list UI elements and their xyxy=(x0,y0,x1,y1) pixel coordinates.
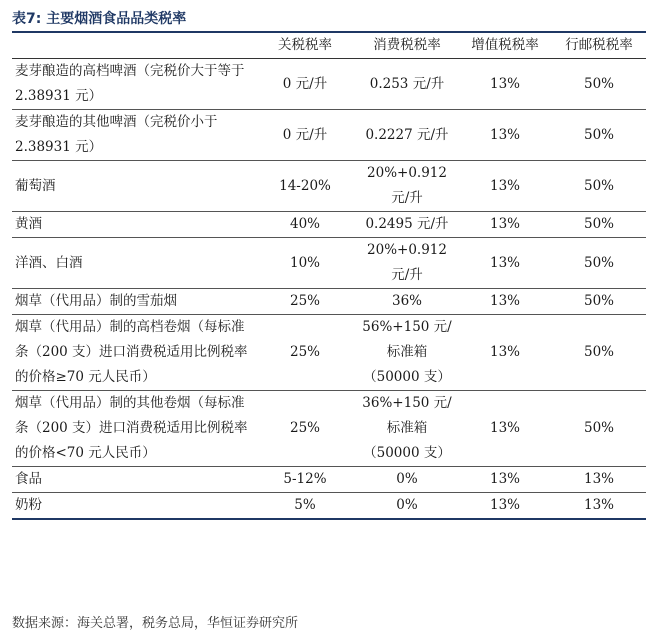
vat-cell: 13% xyxy=(458,493,552,520)
postal-cell: 50% xyxy=(552,59,646,110)
consumption-cell: 36%+150 元/标准箱（50000 支） xyxy=(356,391,458,467)
tariff-cell: 0 元/升 xyxy=(254,110,356,161)
consumption-cell: 56%+150 元/标准箱（50000 支） xyxy=(356,315,458,391)
table-row xyxy=(12,289,646,315)
postal-cell: 50% xyxy=(552,212,646,238)
vat-cell: 13% xyxy=(458,59,552,110)
item-cell: 麦芽酿造的其他啤酒（完税价小于 2.38931 元） xyxy=(12,110,254,161)
vat-cell: 13% xyxy=(458,391,552,467)
postal-cell: 50% xyxy=(552,289,646,315)
vat-cell: 13% xyxy=(458,110,552,161)
vat-cell: 13% xyxy=(458,289,552,315)
vat-cell: 13% xyxy=(458,161,552,212)
item-cell: 烟草（代用品）制的雪茄烟 xyxy=(12,289,254,315)
item-cell: 烟草（代用品）制的其他卷烟（每标准条（200 支）进口消费税适用比例税率的价格<70 元人民币） xyxy=(12,391,254,467)
table-row xyxy=(12,315,646,391)
item-cell: 奶粉 xyxy=(12,493,254,520)
table-row xyxy=(12,391,646,467)
consumption-cell: 0.2495 元/升 xyxy=(356,212,458,238)
consumption-cell: 0.253 元/升 xyxy=(356,59,458,110)
item-cell: 烟草（代用品）制的高档卷烟（每标准条（200 支）进口消费税适用比例税率的价格≥70 元人民币） xyxy=(12,315,254,391)
header-row xyxy=(12,33,646,59)
table-row xyxy=(12,161,646,212)
tariff-cell: 14-20% xyxy=(254,161,356,212)
vat-cell: 13% xyxy=(458,238,552,289)
table-row xyxy=(12,59,646,110)
table-row xyxy=(12,212,646,238)
tariff-cell: 25% xyxy=(254,391,356,467)
table-row xyxy=(12,493,646,520)
postal-cell: 50% xyxy=(552,391,646,467)
tariff-cell: 10% xyxy=(254,238,356,289)
item-cell: 洋酒、白酒 xyxy=(12,238,254,289)
item-cell: 黄酒 xyxy=(12,212,254,238)
postal-cell: 50% xyxy=(552,110,646,161)
header-tariff: 关税税率 xyxy=(254,33,356,59)
source-note: 数据来源：海关总署，税务总局，华恒证券研究所 xyxy=(12,616,299,631)
header-consumption-tax: 消费税税率 xyxy=(356,33,458,59)
header-postal-tax: 行邮税税率 xyxy=(552,33,646,59)
vat-cell: 13% xyxy=(458,315,552,391)
table-row xyxy=(12,110,646,161)
consumption-cell: 0.2227 元/升 xyxy=(356,110,458,161)
tax-rate-table xyxy=(12,33,646,520)
consumption-cell: 20%+0.912 元/升 xyxy=(356,161,458,212)
header-vat: 增值税税率 xyxy=(458,33,552,59)
tariff-cell: 5-12% xyxy=(254,467,356,493)
postal-cell: 50% xyxy=(552,161,646,212)
tariff-cell: 25% xyxy=(254,315,356,391)
item-cell: 麦芽酿造的高档啤酒（完税价大于等于 2.38931 元） xyxy=(12,59,254,110)
vat-cell: 13% xyxy=(458,212,552,238)
tariff-cell: 25% xyxy=(254,289,356,315)
consumption-cell: 0% xyxy=(356,493,458,520)
tariff-cell: 0 元/升 xyxy=(254,59,356,110)
postal-cell: 50% xyxy=(552,315,646,391)
table-row xyxy=(12,467,646,493)
postal-cell: 13% xyxy=(552,467,646,493)
vat-cell: 13% xyxy=(458,467,552,493)
table-title: 表7: 主要烟酒食品品类税率 xyxy=(12,11,187,27)
tariff-cell: 5% xyxy=(254,493,356,520)
postal-cell: 13% xyxy=(552,493,646,520)
postal-cell: 50% xyxy=(552,238,646,289)
consumption-cell: 0% xyxy=(356,467,458,493)
consumption-cell: 20%+0.912 元/升 xyxy=(356,238,458,289)
table-row xyxy=(12,238,646,289)
item-cell: 食品 xyxy=(12,467,254,493)
consumption-cell: 36% xyxy=(356,289,458,315)
item-cell: 葡萄酒 xyxy=(12,161,254,212)
header-item xyxy=(12,33,254,59)
tariff-cell: 40% xyxy=(254,212,356,238)
